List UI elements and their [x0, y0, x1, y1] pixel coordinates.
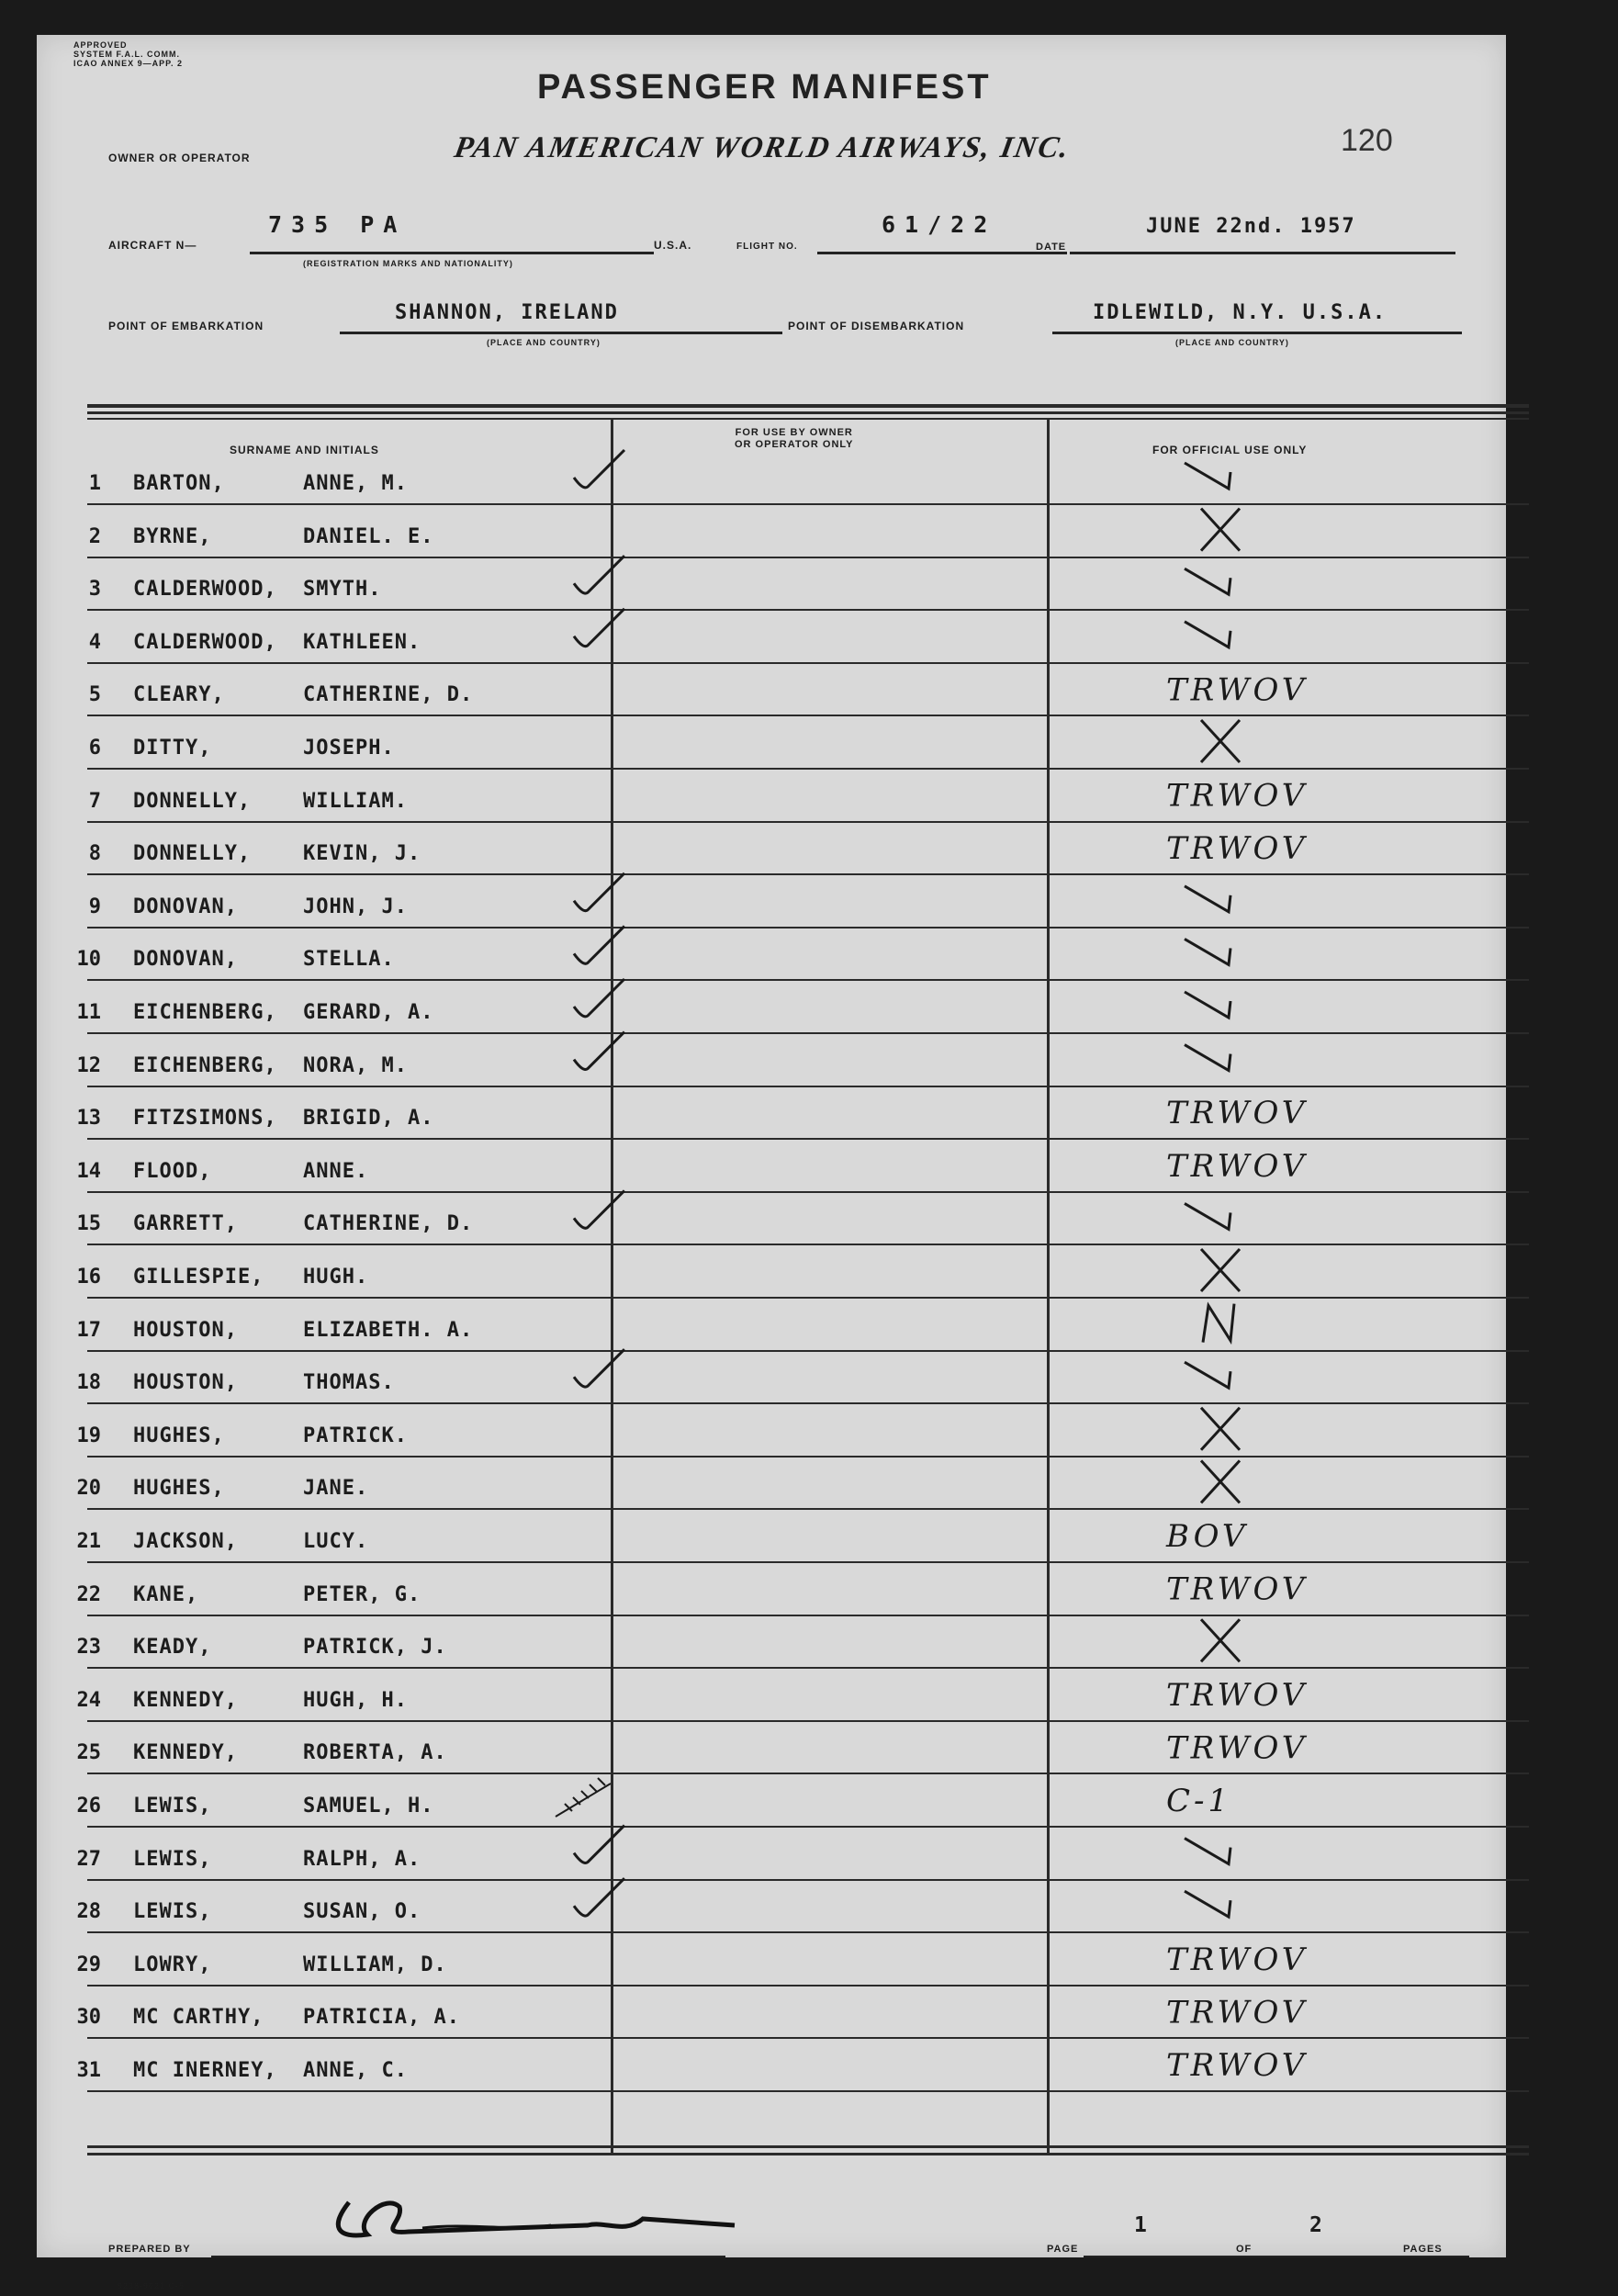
passenger-given-names: ANNE, M. [303, 472, 408, 495]
passenger-surname: KENNEDY, [133, 1741, 238, 1765]
usa-label: U.S.A. [654, 239, 692, 252]
official-use-note: TRWOV [1166, 1994, 1309, 2032]
approval-line: ICAO ANNEX 9—APP. 2 [73, 59, 184, 68]
official-use-note: TRWOV [1166, 1147, 1309, 1185]
official-use-note: BOV [1166, 1518, 1249, 1555]
passenger-given-names: ANNE, C. [303, 2059, 408, 2082]
passenger-surname: HUGHES, [133, 1424, 225, 1447]
passenger-given-names: PATRICK. [303, 1424, 408, 1447]
row-number: 31 [76, 2059, 101, 2082]
passenger-given-names: PATRICK, J. [303, 1636, 447, 1660]
row-number: 2 [88, 524, 101, 548]
date-value: JUNE 22nd. 1957 [1146, 215, 1356, 238]
official-use-note: TRWOV [1166, 1729, 1309, 1767]
row-number: 12 [76, 1053, 101, 1077]
passenger-surname: LEWIS, [133, 1795, 212, 1818]
of-value: 2 [1309, 2213, 1325, 2237]
passenger-surname: LEWIS, [133, 1900, 212, 1924]
embark-label: POINT OF EMBARKATION [108, 320, 264, 332]
disembark-value: IDLEWILD, N.Y. U.S.A. [1093, 301, 1388, 324]
row-number: 10 [76, 948, 101, 972]
passenger-surname: MC CARTHY, [133, 2006, 264, 2030]
passenger-given-names: NORA, M. [303, 1053, 408, 1077]
passenger-given-names: PATRICIA, A. [303, 2006, 460, 2030]
passenger-surname: CALDERWOOD, [133, 578, 277, 602]
passenger-given-names: STELLA. [303, 948, 395, 972]
flight-label: FLIGHT NO. [736, 242, 798, 252]
row-number: 27 [76, 1847, 101, 1871]
page-label: PAGE [1047, 2244, 1079, 2255]
passenger-given-names: HUGH. [303, 1266, 369, 1289]
date-label: DATE [1036, 242, 1067, 253]
embark-caption: (PLACE AND COUNTRY) [487, 338, 601, 347]
passenger-surname: FITZSIMONS, [133, 1107, 277, 1131]
aircraft-label: AIRCRAFT N— [108, 239, 197, 252]
official-use-note: TRWOV [1166, 1095, 1309, 1132]
official-use-note: TRWOV [1166, 777, 1309, 815]
approval-line: SYSTEM F.A.L. COMM. [73, 50, 181, 59]
passenger-surname: GARRETT, [133, 1212, 238, 1236]
passenger-surname: EICHENBERG, [133, 1001, 277, 1024]
row-number: 3 [88, 578, 101, 602]
pages-label: PAGES [1403, 2244, 1443, 2255]
passenger-given-names: THOMAS. [303, 1371, 395, 1395]
passenger-surname: LOWRY, [133, 1953, 212, 1976]
row-number: 18 [76, 1371, 101, 1395]
passenger-surname: DONNELLY, [133, 789, 252, 813]
row-number: 16 [76, 1266, 101, 1289]
row-number: 20 [76, 1477, 101, 1501]
row-number: 17 [76, 1318, 101, 1342]
passenger-surname: CALDERWOOD, [133, 630, 277, 654]
signature-mark [37, 35, 1506, 2257]
page-number: 120 [1341, 123, 1393, 158]
row-number: 11 [76, 1001, 101, 1024]
row-number: 1 [88, 472, 101, 495]
passenger-surname: BARTON, [133, 472, 225, 495]
passenger-surname: DITTY, [133, 737, 212, 760]
passenger-given-names: LUCY. [303, 1530, 369, 1553]
passenger-given-names: RALPH, A. [303, 1847, 421, 1871]
passenger-surname: KANE, [133, 1582, 199, 1606]
passenger-surname: FLOOD, [133, 1159, 212, 1183]
passenger-given-names: JOSEPH. [303, 737, 395, 760]
passenger-given-names: JANE. [303, 1477, 369, 1501]
row-number: 30 [76, 2006, 101, 2030]
row-number: 5 [88, 683, 101, 707]
passenger-surname: GILLESPIE, [133, 1266, 264, 1289]
row-number: 19 [76, 1424, 101, 1447]
passenger-surname: HOUSTON, [133, 1318, 238, 1342]
passenger-given-names: DANIEL. E. [303, 524, 434, 548]
passenger-given-names: BRIGID, A. [303, 1107, 434, 1131]
passenger-surname: LEWIS, [133, 1847, 212, 1871]
form-title: PASSENGER MANIFEST [537, 68, 992, 107]
passenger-given-names: ELIZABETH. A. [303, 1318, 474, 1342]
passenger-surname: HOUSTON, [133, 1371, 238, 1395]
passenger-given-names: JOHN, J. [303, 895, 408, 918]
owner-value: PAN AMERICAN WORLD AIRWAYS, INC. [451, 131, 1073, 164]
of-label: OF [1236, 2244, 1253, 2255]
passenger-given-names: KATHLEEN. [303, 630, 421, 654]
passenger-given-names: CATHERINE, D. [303, 1212, 474, 1236]
row-number: 26 [76, 1795, 101, 1818]
official-use-note: C-1 [1166, 1783, 1232, 1819]
col-official-header: FOR OFFICIAL USE ONLY [1152, 444, 1308, 456]
row-number: 9 [88, 895, 101, 918]
passenger-surname: HUGHES, [133, 1477, 225, 1501]
page-value: 1 [1134, 2213, 1150, 2237]
flight-value: 61/22 [882, 211, 997, 238]
passenger-surname: JACKSON, [133, 1530, 238, 1553]
passenger-surname: DONNELLY, [133, 842, 252, 866]
passenger-given-names: ANNE. [303, 1159, 369, 1183]
col-owner-line: OR OPERATOR ONLY [735, 439, 854, 450]
row-number: 24 [76, 1688, 101, 1712]
prepared-label: PREPARED BY [108, 2244, 191, 2255]
passenger-surname: KEADY, [133, 1636, 212, 1660]
official-use-note: TRWOV [1166, 2047, 1309, 2084]
owner-label: OWNER OR OPERATOR [108, 152, 251, 164]
disembark-caption: (PLACE AND COUNTRY) [1175, 338, 1289, 347]
official-use-note: TRWOV [1166, 1676, 1309, 1714]
passenger-given-names: ROBERTA, A. [303, 1741, 447, 1765]
row-number: 23 [76, 1636, 101, 1660]
official-use-note: TRWOV [1166, 1941, 1309, 1978]
passenger-given-names: SMYTH. [303, 578, 382, 602]
passenger-given-names: WILLIAM. [303, 789, 408, 813]
passenger-given-names: GERARD, A. [303, 1001, 434, 1024]
passenger-surname: DONOVAN, [133, 895, 238, 918]
disembark-label: POINT OF DISEMBARKATION [788, 320, 965, 332]
approval-line: APPROVED [73, 40, 128, 50]
row-number: 8 [88, 842, 101, 866]
col-owner-line: FOR USE BY OWNER [735, 427, 853, 438]
passenger-surname: EICHENBERG, [133, 1053, 277, 1077]
row-number: 21 [76, 1530, 101, 1553]
passenger-surname: KENNEDY, [133, 1688, 238, 1712]
passenger-surname: MC INERNEY, [133, 2059, 277, 2082]
passenger-surname: BYRNE, [133, 524, 212, 548]
passenger-given-names: PETER, G. [303, 1582, 421, 1606]
row-number: 4 [88, 630, 101, 654]
passenger-surname: DONOVAN, [133, 948, 238, 972]
passenger-given-names: KEVIN, J. [303, 842, 421, 866]
registration-caption: (REGISTRATION MARKS AND NATIONALITY) [303, 259, 513, 268]
row-number: 25 [76, 1741, 101, 1765]
form-number: 9238-9021 C-5 [118, 2281, 185, 2290]
row-number: 22 [76, 1582, 101, 1606]
row-number: 13 [76, 1107, 101, 1131]
manifest-sheet [37, 35, 1506, 2290]
embark-value: SHANNON, IRELAND [395, 301, 619, 324]
row-number: 15 [76, 1212, 101, 1236]
official-use-note: TRWOV [1166, 830, 1309, 868]
passenger-given-names: SUSAN, O. [303, 1900, 421, 1924]
passenger-given-names: SAMUEL, H. [303, 1795, 434, 1818]
col-names-header: SURNAME AND INITIALS [230, 444, 379, 456]
aircraft-value: 735 PA [268, 211, 407, 238]
row-number: 6 [88, 737, 101, 760]
row-number: 29 [76, 1953, 101, 1976]
passenger-given-names: WILLIAM, D. [303, 1953, 447, 1976]
row-number: 7 [88, 789, 101, 813]
official-use-note: TRWOV [1166, 1570, 1309, 1608]
passenger-surname: CLEARY, [133, 683, 225, 707]
passenger-given-names: CATHERINE, D. [303, 683, 474, 707]
row-number: 28 [76, 1900, 101, 1924]
row-number: 14 [76, 1159, 101, 1183]
official-use-note: TRWOV [1166, 671, 1309, 709]
passenger-given-names: HUGH, H. [303, 1688, 408, 1712]
